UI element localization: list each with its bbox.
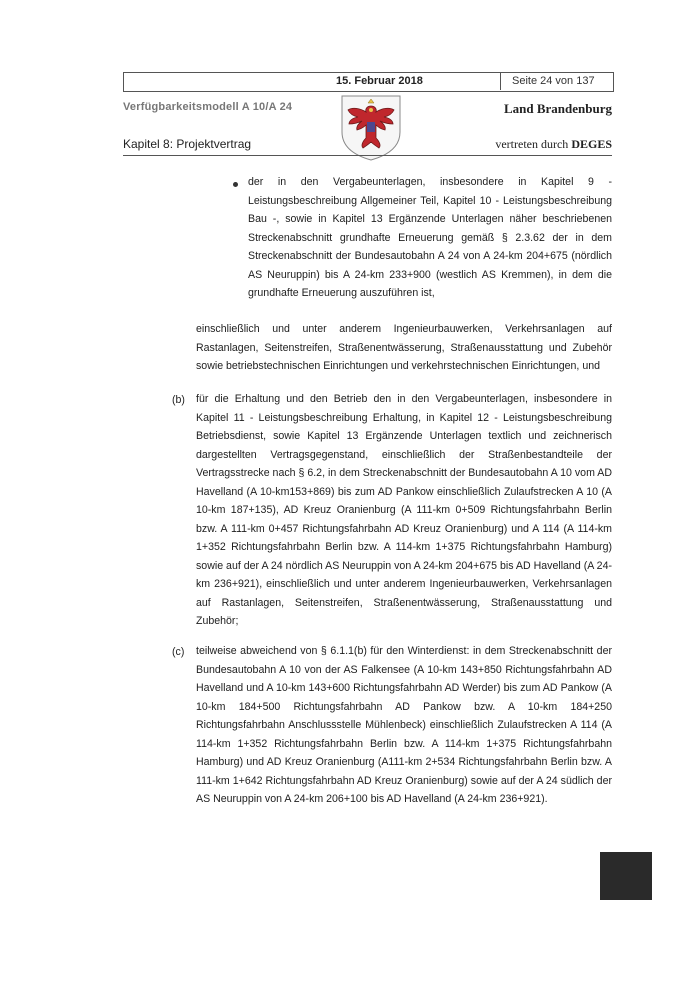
item-b-label: (b) — [172, 394, 185, 406]
item-c-label: (c) — [172, 646, 185, 658]
land-name: Land Brandenburg — [503, 101, 612, 116]
redaction-block — [600, 852, 652, 900]
model-title: Verfügbarkeitsmodell A 10/A 24 — [123, 101, 293, 113]
represented-by — [495, 137, 612, 152]
header-page-number: Seite 24 von 137 — [512, 75, 595, 87]
header-rule — [123, 155, 612, 156]
chapter-title: Kapitel 8: Projektvertrag — [123, 137, 252, 151]
bullet-marker — [233, 182, 238, 187]
inclusion-paragraph: einschließlich und unter anderem Ingenieurbauwerken, Verkehrsanlagen auf Rastanlagen, Seitenstreifen, Straßenentwässerung, Straßenausstattung und Zubehör sowie betriebstechnischen Einrichtungen und verkehrstechnischen Einrichtungen, und — [196, 323, 612, 372]
represented-by-name: DEGES — [571, 137, 612, 151]
bullet-paragraph: der in den Vergabeunterlagen, insbesondere in Kapitel 9 - Leistungsbeschreibung Allgemeiner Teil, Kapitel 10 - Leistungsbeschreibung Bau -, sowie in Kapitel 13 Ergänzende Unterlagen näher beschriebenen Streckenabschnitt grundhafte Erneuerung gemäß § 2.3.62 der in dem Streckenabschnitt der Bundesautobahn A 24 von A 24-km 204+675 (nördlich AS Neuruppin) bis A 24-km 233+900 (westlich AS Kremmen), in dem die grundhafte Erneuerung auszuführen ist, — [248, 176, 612, 299]
item-b-paragraph: für die Erhaltung und den Betrieb den in den Vergabeunterlagen, insbesondere in Kapitel 11 - Leistungsbeschreibung Erhaltung, in Kapitel 12 - Leistungsbeschreibung Betriebsdienst, sowie Kapitel 13 Ergänzende Unterlagen textlich und zeichnerisch dargestellten Vertragsgegenstand, einschließlich der Straßenbestandteile der Vertragsstrecke nach § 6.2, in dem Streckenabschnitt der Bundesautobahn A 10 vom AD Havelland (A 10-km153+869) bis zum AD Pankow einschließlich Zulaufstrecken A 10 (A 10-km 187+135), AD Kreuz Oranienburg (A 111-km 0+509 Richtungsfahrbahn Berlin bzw. A 111-km 0+457 Richtungsfahrbahn AD Kreuz Oranienburg) und A 114 (A 114-km 1+352 Richtungsfahrbahn Berlin bzw. A 114-km 1+375 Richtungsfahrbahn Hamburg) sowie auf der A 24 nördlich AS Neuruppin von A 24-km 204+675 bis AD Havelland (A 24-km 236+921), einschließlich und unter anderem Ingenieurbauwerken, Verkehrsanlagen auf Rastanlagen, Seitenstreifen, Straßenentwässerung, Straßenausstattung und Zubehör; — [196, 393, 612, 627]
brandenburg-eagle-icon — [336, 92, 406, 162]
represented-by-prefix: vertreten durch — [495, 137, 572, 151]
header-page-separator — [500, 72, 501, 90]
item-c-paragraph: teilweise abweichend von § 6.1.1(b) für den Winterdienst: in dem Streckenabschnitt der Bundesautobahn A 10 von der AS Falkensee (A 10-km 143+850 Richtungsfahrbahn AD Havelland und A 10-km 143+600 Richtungsfahrbahn AD Werder) bis zum AD Pankow (A 10-km 184+500 Richtungsfahrbahn AD Pankow bzw. A 10-km 184+250 Richtungsfahrbahn Anschlussstelle Mühlenbeck) einschließlich Zulaufstrecken A 114 (A 114-km 1+352 Richtungsfahrbahn Berlin bzw. A 114-km 1+375 Richtungsfahrbahn Hamburg) und AD Kreuz Oranienburg (A111-km 2+534 Richtungsfahrbahn Berlin bzw. A 111-km 1+642 Richtungsfahrbahn AD Kreuz Oranienburg) sowie auf der A 24 südlich der AS Neuruppin von A 24-km 206+100 bis AD Havelland (A 24-km 236+921). — [196, 645, 612, 805]
header-date: 15. Februar 2018 — [336, 75, 423, 87]
